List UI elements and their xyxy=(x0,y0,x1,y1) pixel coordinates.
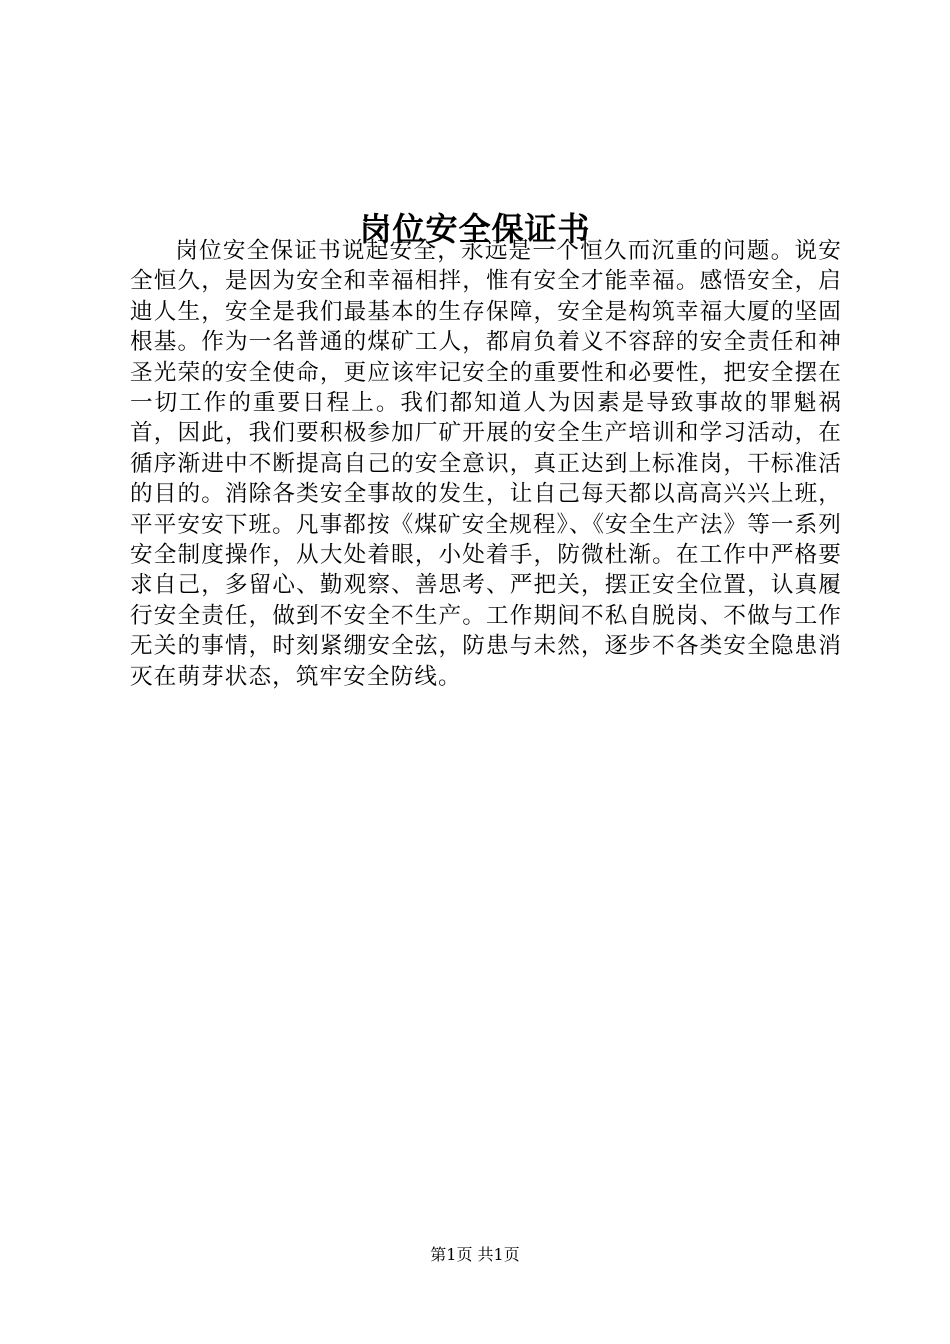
page-number-footer: 第1页 共1页 xyxy=(430,1245,520,1264)
document-title: 岗位安全保证书 xyxy=(359,210,591,249)
body-paragraph: 岗位安全保证书说起安全，永远是一个恒久而沉重的问题。说安全恒久，是因为安全和幸福相拌，惟有安全才能幸福。感悟安全，启迪人生，安全是我们最基本的生存保障，安全是构筑幸福大厦的坚固根基。作为一名普通的煤矿工人，都肩负着义不容辞的安全责任和神圣光荣的安全使命，更应该牢记安全的重要性和必要性，把安全摆在一切工作的重要日程上。我们都知道人为因素是导致事故的罪魁祸首，因此，我们要积极参加厂矿开展的安全生产培训和学习活动，在循序渐进中不断提高自己的安全意识，真正达到上标准岗，干标准活的目的。消除各类安全事故的发生，让自己每天都以高高兴兴上班，平平安安下班。凡事都按《煤矿安全规程》、《安全生产法》等一系列安全制度操作，从大处着眼，小处着手，防微杜渐。在工作中严格要求自己，多留心、勤观察、善思考、严把关，摆正安全位置，认真履行安全责任，做到不安全不生产。工作期间不私自脱岗、不做与工作无关的事情，时刻紧绷安全弦，防患与未然，逐步不各类安全隐患消灭在萌芽状态，筑牢安全防线。 xyxy=(130,238,842,690)
